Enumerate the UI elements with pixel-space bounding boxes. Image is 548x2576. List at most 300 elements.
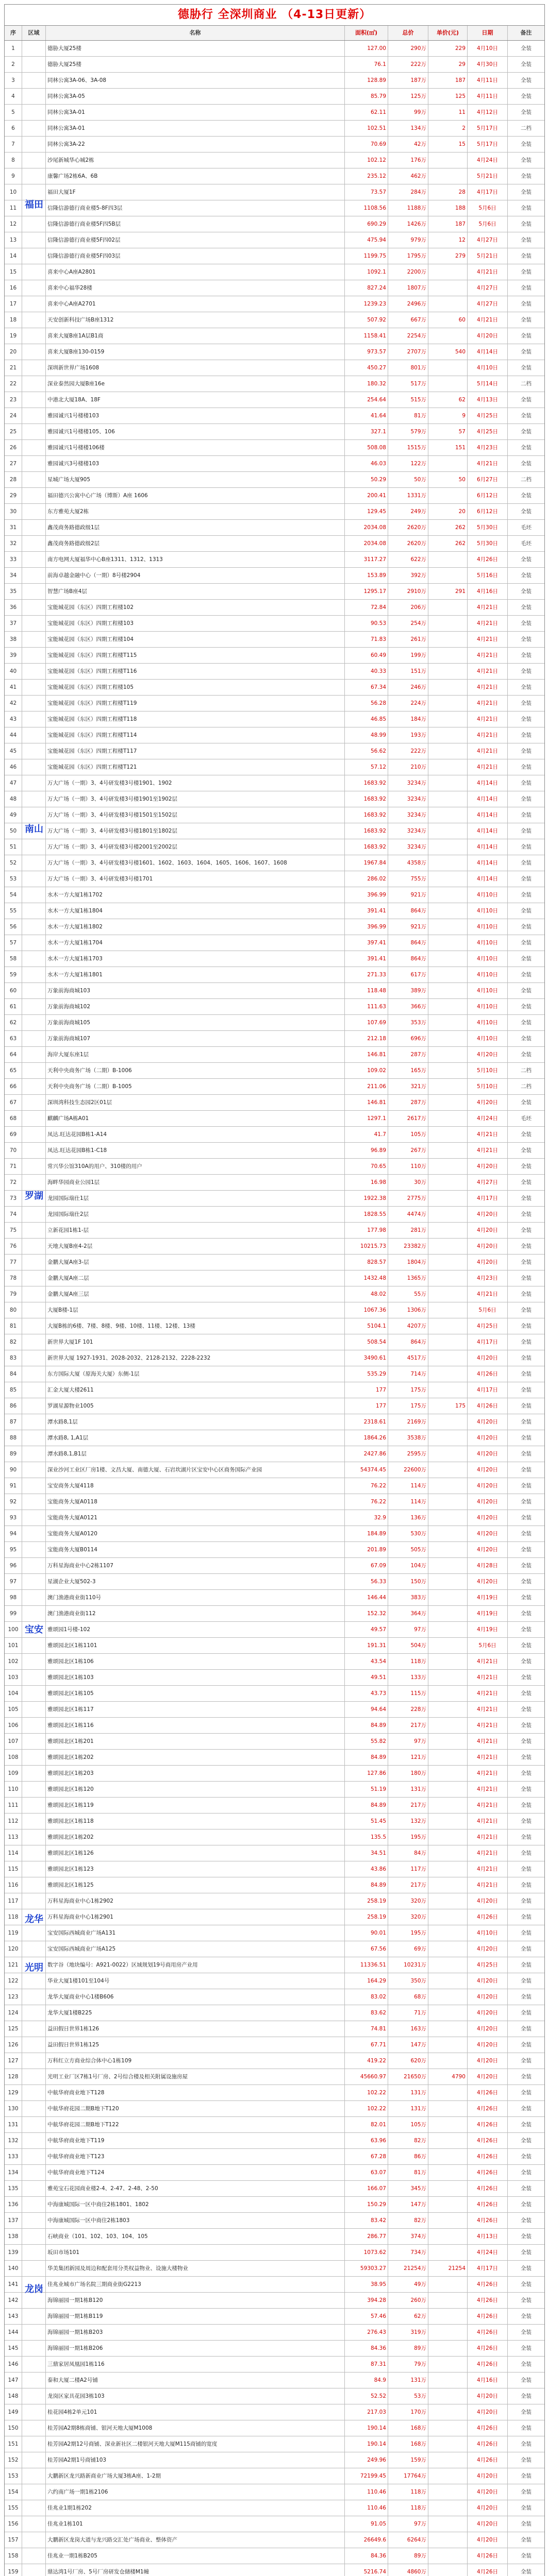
table-row (5, 1318, 544, 1334)
row-no: 108 (5, 1750, 22, 1765)
row-avg (428, 376, 468, 392)
row-size: 135.5 (345, 1829, 388, 1845)
row-avg (428, 1382, 468, 1398)
row-area (22, 2388, 46, 2404)
table-row (5, 680, 544, 696)
row-avg (428, 2436, 468, 2452)
row-name: 万大广场（一期）3、4号研发楼3号楼1801至1802层 (46, 823, 345, 839)
row-note: 全装 (521, 1387, 532, 1393)
row-area (22, 1941, 46, 1957)
row-avg (428, 823, 468, 839)
row-price: 921万 (388, 919, 428, 935)
row-area (22, 200, 46, 216)
row-avg (428, 1574, 468, 1589)
row-no: 138 (5, 2229, 22, 2244)
row-avg (428, 1925, 468, 1941)
row-note: 全装 (521, 1483, 532, 1489)
row-area (22, 1175, 46, 1190)
row-note: 全装 (521, 2425, 532, 2431)
row-no: 86 (5, 1398, 22, 1414)
row-name: 雅颂园北区1栋126 (46, 1845, 345, 1861)
row-note: 全装 (521, 1738, 532, 1744)
row-note: 全装 (521, 2249, 532, 2256)
table-row (5, 1558, 544, 1574)
row-price: 246万 (388, 680, 428, 695)
row-size: 127.86 (345, 1766, 388, 1781)
table-row (5, 839, 544, 855)
row-area (22, 1478, 46, 1494)
row-no: 10 (5, 184, 22, 200)
row-date: 4月20日 (468, 1430, 508, 1446)
row-size: 85.79 (345, 89, 388, 104)
row-name: 水木一方大厦1栋1703 (46, 951, 345, 967)
row-area (22, 1542, 46, 1557)
row-avg (428, 1478, 468, 1494)
row-date: 4月20日 (468, 2516, 508, 2532)
row-price: 228万 (388, 1702, 428, 1717)
row-price: 224万 (388, 696, 428, 711)
row-note: 全装 (521, 1818, 532, 1824)
row-size: 67.56 (345, 1941, 388, 1957)
row-area (22, 57, 46, 72)
table-row (5, 472, 544, 488)
table-row (5, 2133, 544, 2149)
row-date: 4月26日 (468, 2357, 508, 2372)
row-note: 全装 (521, 2281, 532, 2287)
row-avg: 9 (428, 408, 468, 423)
row-no: 64 (5, 1047, 22, 1062)
row-price: 121万 (388, 1750, 428, 1765)
row-note: 全装 (521, 173, 532, 179)
row-date: 4月26日 (468, 2165, 508, 2180)
row-name: 三鼎家居凤凰园1栋116 (46, 2357, 345, 2372)
row-date: 4月21日 (468, 1861, 508, 1877)
row-no: 82 (5, 1334, 22, 1350)
row-no: 158 (5, 2548, 22, 2564)
row-price: 667万 (388, 312, 428, 328)
row-avg (428, 999, 468, 1014)
row-name: 喜来中心A座A2801 (46, 264, 345, 280)
row-note: 全装 (521, 1259, 532, 1265)
table-row (5, 711, 544, 727)
row-name: 常兴华公馆310A的用户、310楼的用户 (46, 1159, 345, 1174)
row-size: 84.36 (345, 2548, 388, 2564)
row-no: 9 (5, 168, 22, 184)
row-price: 1795万 (388, 248, 428, 264)
table-row (5, 1270, 544, 1286)
row-name: 雅园诚兴1号楼楼106楼 (46, 440, 345, 455)
row-size: 1967.84 (345, 855, 388, 871)
row-avg (428, 1510, 468, 1526)
row-area (22, 1638, 46, 1653)
row-date: 4月26日 (468, 2452, 508, 2468)
row-name: 天利中央商务广场（二期）B-1006 (46, 1063, 345, 1078)
row-no: 67 (5, 1095, 22, 1110)
table-row (5, 1159, 544, 1175)
row-area (22, 1446, 46, 1462)
row-price: 184万 (388, 711, 428, 727)
table-row (5, 1766, 544, 1782)
row-avg: 540 (428, 344, 468, 360)
row-name: 福田大厦1F (46, 184, 345, 200)
row-avg: 151 (428, 440, 468, 455)
row-note: 全装 (521, 1227, 532, 1233)
row-price: 180万 (388, 1766, 428, 1781)
row-name: 宝安国际西城商业广场A131 (46, 1925, 345, 1941)
row-area (22, 2149, 46, 2164)
row-no: 114 (5, 1845, 22, 1861)
row-avg (428, 2085, 468, 2100)
table-row (5, 1462, 544, 1478)
row-no: 12 (5, 216, 22, 232)
row-note: 全装 (521, 1131, 532, 1138)
row-avg (428, 1606, 468, 1621)
table-row (5, 1638, 544, 1654)
row-note: 全装 (521, 317, 532, 323)
row-price: 392万 (388, 568, 428, 583)
row-area (22, 2564, 46, 2576)
row-date: 4月21日 (468, 1718, 508, 1733)
row-name: 宝能城花园（东区）四期工程楼102 (46, 600, 345, 615)
row-name: 宝安商务大厦4118 (46, 1478, 345, 1494)
row-size: 51.19 (345, 1782, 388, 1797)
row-price: 165万 (388, 1063, 428, 1078)
row-note: 毛坯 (521, 1115, 532, 1122)
row-size: 83.62 (345, 2005, 388, 2021)
row-date: 4月26日 (468, 2564, 508, 2576)
row-no: 24 (5, 408, 22, 423)
row-area (22, 2293, 46, 2308)
row-note: 全装 (521, 1595, 532, 1601)
row-price: 217万 (388, 1718, 428, 1733)
row-area (22, 1366, 46, 1382)
row-price: 3234万 (388, 791, 428, 807)
row-note: 全装 (521, 1547, 532, 1553)
row-name: 万科星海商业中心1栋2902 (46, 1893, 345, 1909)
row-area (22, 855, 46, 871)
row-note: 全装 (521, 1930, 532, 1936)
row-price: 4207万 (388, 1318, 428, 1334)
table-row (5, 2388, 544, 2404)
table-row (5, 2213, 544, 2229)
row-name: 雅颂园1号楼-102 (46, 1622, 345, 1637)
row-no: 99 (5, 1606, 22, 1621)
row-no: 16 (5, 280, 22, 296)
row-date: 4月20日 (468, 1159, 508, 1174)
row-name: 金鹏大厦A座二层 (46, 1270, 345, 1286)
row-name: 喜来大厦B座130-0159 (46, 344, 345, 360)
row-no: 120 (5, 1941, 22, 1957)
row-area (22, 1814, 46, 1829)
row-date: 4月17日 (468, 2261, 508, 2276)
row-no: 78 (5, 1270, 22, 1286)
row-avg: 188 (428, 200, 468, 216)
row-avg (428, 2165, 468, 2180)
row-price: 2620万 (388, 536, 428, 551)
table-row (5, 2500, 544, 2516)
row-no: 3 (5, 73, 22, 88)
row-price: 320万 (388, 1909, 428, 1925)
row-price: 187万 (388, 73, 428, 88)
row-size: 91.05 (345, 2516, 388, 2532)
row-price: 374万 (388, 2229, 428, 2244)
row-date: 4月26日 (468, 2149, 508, 2164)
table-row (5, 1175, 544, 1191)
row-size: 84.36 (345, 2341, 388, 2356)
row-size: 94.64 (345, 1702, 388, 1717)
row-price: 193万 (388, 727, 428, 743)
row-note: 全装 (521, 1690, 532, 1697)
row-note: 全装 (521, 2217, 532, 2224)
row-name: 信隆信游德行商业楼5-8F四3层 (46, 200, 345, 216)
row-no: 62 (5, 1015, 22, 1030)
row-size: 1828.55 (345, 1207, 388, 1222)
row-size: 102.22 (345, 2101, 388, 2116)
row-name: 龙华大厦1楼B225 (46, 2005, 345, 2021)
row-area (22, 1095, 46, 1110)
row-avg (428, 839, 468, 855)
row-price: 345万 (388, 2181, 428, 2196)
row-price: 118万 (388, 2484, 428, 2500)
row-name: 汇金大厦大楼2611 (46, 1382, 345, 1398)
row-name: 六约南广场一期1栋2106 (46, 2484, 345, 2500)
table-row (5, 105, 544, 121)
table-row (5, 648, 544, 664)
row-price: 319万 (388, 2325, 428, 2340)
row-area (22, 1143, 46, 1158)
row-name: 水木一方大厦1栋1702 (46, 887, 345, 903)
table-row (5, 696, 544, 711)
row-area (22, 616, 46, 631)
table-row (5, 152, 544, 168)
row-name: 益田假日世界1栋126 (46, 2021, 345, 2037)
row-avg (428, 1430, 468, 1446)
row-no: 44 (5, 727, 22, 743)
table-row (5, 1079, 544, 1095)
row-area (22, 1574, 46, 1589)
row-size: 38.95 (345, 2277, 388, 2292)
row-avg (428, 1207, 468, 1222)
row-area (22, 1861, 46, 1877)
row-date: 4月17日 (468, 1191, 508, 1206)
table-row (5, 1590, 544, 1606)
row-price: 267万 (388, 1143, 428, 1158)
row-area (22, 1510, 46, 1526)
row-avg (428, 1654, 468, 1669)
table-row (5, 1047, 544, 1063)
row-avg: 15 (428, 137, 468, 152)
row-avg (428, 264, 468, 280)
row-size: 152.32 (345, 1606, 388, 1621)
row-size: 96.89 (345, 1143, 388, 1158)
row-name: 宝能城花园（东区）四期工程楼T117 (46, 743, 345, 759)
row-name: 澳门渔港商业街112 (46, 1606, 345, 1621)
row-note: 全装 (521, 1722, 532, 1728)
row-note: 全装 (521, 2313, 532, 2319)
row-no: 149 (5, 2404, 22, 2420)
row-size: 84.89 (345, 1877, 388, 1893)
row-name: 凤达.旺达花园B栋1-C18 (46, 1143, 345, 1158)
row-note: 全装 (521, 2521, 532, 2527)
row-note: 全装 (521, 652, 532, 658)
row-date: 4月10日 (468, 935, 508, 951)
row-name: 水木一方大厦1栋1801 (46, 967, 345, 982)
row-price: 364万 (388, 1606, 428, 1621)
row-price: 206万 (388, 600, 428, 615)
row-note: 全装 (521, 2441, 532, 2447)
row-date: 4月20日 (468, 2021, 508, 2037)
row-area (22, 536, 46, 551)
row-avg (428, 2197, 468, 2212)
row-note: 全装 (521, 493, 532, 499)
row-size: 111.63 (345, 999, 388, 1014)
row-note: 全装 (521, 1371, 532, 1377)
row-avg (428, 759, 468, 775)
row-price: 389万 (388, 983, 428, 998)
row-note: 全装 (521, 924, 532, 930)
table-row (5, 2165, 544, 2181)
table-row (5, 488, 544, 504)
table-row (5, 1782, 544, 1798)
row-note: 全装 (521, 461, 532, 467)
row-note: 全装 (521, 397, 532, 403)
row-name: 澳门渔港商业街110号 (46, 1590, 345, 1605)
row-date: 4月26日 (468, 2277, 508, 2292)
table-row (5, 1111, 544, 1127)
row-name: 雅园诚兴1号楼楼105、106 (46, 424, 345, 439)
row-note: 全装 (521, 2170, 532, 2176)
row-date: 4月19日 (468, 1622, 508, 1637)
row-size: 1067.36 (345, 1302, 388, 1318)
table-row (5, 2261, 544, 2277)
row-name: 雅颂园北区1栋1101 (46, 1638, 345, 1653)
row-avg (428, 1446, 468, 1462)
row-name: 宝能商务大厦A0120 (46, 1526, 345, 1541)
row-avg (428, 552, 468, 567)
table-row (5, 2229, 544, 2245)
row-date: 4月20日 (468, 2500, 508, 2516)
row-avg (428, 2564, 468, 2576)
row-date: 4月20日 (468, 328, 508, 344)
row-name: 雅颂园北区1栋117 (46, 1702, 345, 1717)
row-note: 全装 (521, 892, 532, 898)
row-date: 4月28日 (468, 1558, 508, 1573)
row-name: 佳兆业一期1栋B205 (46, 2548, 345, 2564)
row-size: 63.07 (345, 2165, 388, 2180)
row-note: 全装 (521, 1882, 532, 1888)
row-no: 34 (5, 568, 22, 583)
row-note: 全装 (521, 556, 532, 563)
row-note: 全装 (521, 1866, 532, 1872)
row-no: 79 (5, 1286, 22, 1302)
row-name: 金鹏大厦A座三层 (46, 1286, 345, 1302)
row-date: 4月21日 (468, 600, 508, 615)
row-price: 620万 (388, 2053, 428, 2069)
row-no: 142 (5, 2293, 22, 2308)
row-area (22, 1686, 46, 1701)
row-avg: 57 (428, 424, 468, 439)
row-area (22, 1606, 46, 1621)
row-area (22, 1766, 46, 1781)
row-area (22, 344, 46, 360)
row-size: 55.82 (345, 1734, 388, 1749)
row-note: 全装 (521, 2010, 532, 2016)
row-name: 海锦丽园一期1栋B206 (46, 2341, 345, 2356)
row-date: 4月11日 (468, 89, 508, 104)
row-avg (428, 360, 468, 376)
row-avg (428, 1318, 468, 1334)
row-name: 雅颂园北区1栋202 (46, 1829, 345, 1845)
row-name: 佳兆业1期1栋202 (46, 2500, 345, 2516)
row-date: 4月27日 (468, 296, 508, 312)
row-avg (428, 296, 468, 312)
auction-sheet (4, 4, 545, 2576)
row-avg (428, 1031, 468, 1046)
row-avg (428, 1270, 468, 1286)
row-no: 101 (5, 1638, 22, 1653)
table-row (5, 424, 544, 440)
row-price: 199万 (388, 648, 428, 663)
row-avg (428, 2372, 468, 2388)
row-size: 191.31 (345, 1638, 388, 1653)
row-note: 全装 (521, 253, 532, 259)
row-area (22, 2005, 46, 2021)
row-no: 118 (5, 1909, 22, 1925)
row-date: 4月20日 (468, 1350, 508, 1366)
row-no: 31 (5, 520, 22, 535)
row-price: 530万 (388, 1526, 428, 1541)
row-name: 雅颂园北区1栋116 (46, 1718, 345, 1733)
row-no: 68 (5, 1111, 22, 1126)
row-no: 110 (5, 1782, 22, 1797)
row-note: 全装 (521, 1052, 532, 1058)
row-size: 32.9 (345, 1510, 388, 1526)
row-size: 51.45 (345, 1814, 388, 1829)
table-row (5, 584, 544, 600)
row-area (22, 1350, 46, 1366)
row-note: 全装 (521, 2377, 532, 2383)
row-note: 全装 (521, 1898, 532, 1904)
row-name: 深圳湾科技生态园2区01层 (46, 1095, 345, 1110)
row-date: 5月6日 (468, 200, 508, 216)
table-row (5, 1845, 544, 1861)
row-price: 3234万 (388, 823, 428, 839)
row-name: 前海卓越金融中心（一期）8号楼2904 (46, 568, 345, 583)
row-size: 164.29 (345, 1973, 388, 1989)
row-no: 54 (5, 887, 22, 903)
row-avg (428, 2341, 468, 2356)
row-avg: 291 (428, 584, 468, 599)
row-date: 4月27日 (468, 280, 508, 296)
row-size: 153.89 (345, 568, 388, 583)
row-name: 龙岗区家具花园3栋103 (46, 2388, 345, 2404)
table-row (5, 2309, 544, 2325)
table-row (5, 1414, 544, 1430)
row-price: 864万 (388, 935, 428, 951)
row-price: 105万 (388, 1127, 428, 1142)
row-price: 222万 (388, 57, 428, 72)
row-date: 4月21日 (468, 1782, 508, 1797)
table-row (5, 632, 544, 648)
row-name: 坂田市场101 (46, 2245, 345, 2260)
row-no: 84 (5, 1366, 22, 1382)
row-price: 10231万 (388, 1957, 428, 1973)
row-name: 同林公寓3A-06、3A-08 (46, 73, 345, 88)
row-no: 81 (5, 1318, 22, 1334)
row-date: 4月10日 (468, 967, 508, 982)
row-price: 136万 (388, 1510, 428, 1526)
row-name: 东方雅苑大厦2栋 (46, 504, 345, 519)
